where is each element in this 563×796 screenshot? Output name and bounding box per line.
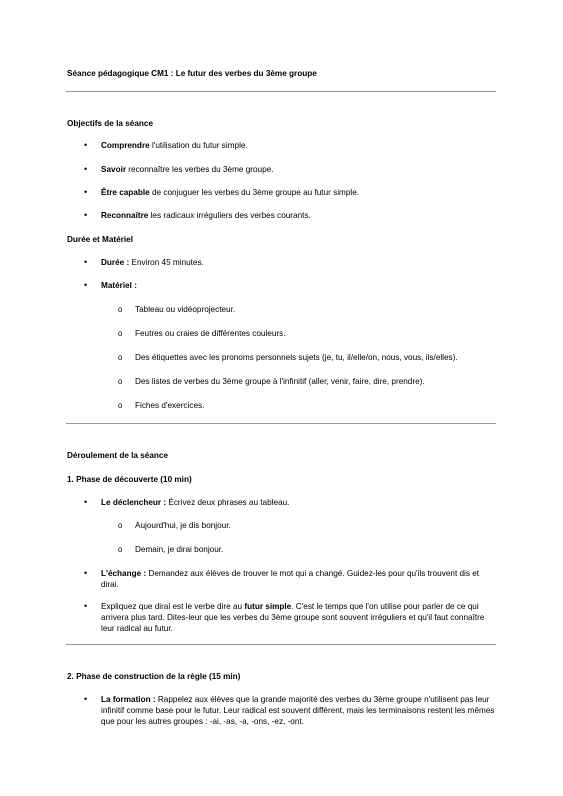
exchange-item: L'échange : Demandez aux élèves de trouver le mot qui a changé. Guidez-les pour qu'ils trouvent dis et dirai. — [101, 569, 480, 589]
objective-item: Reconnaître les radicaux irréguliers des verbes courants. — [101, 211, 311, 220]
circle-bullet-icon: o — [118, 377, 123, 386]
circle-bullet-icon: o — [118, 353, 123, 362]
circle-bullet-icon: o — [118, 401, 123, 410]
circle-bullet-icon: o — [118, 305, 123, 314]
objectives-heading: Objectifs de la séance — [67, 119, 154, 128]
objective-item: Être capable de conjuguer les verbes du 3ème groupe au futur simple. — [101, 188, 360, 197]
circle-bullet-icon: o — [118, 521, 123, 530]
material-subitem: Feutres ou craies de différentes couleurs. — [135, 329, 286, 338]
bullet-icon: • — [84, 497, 88, 507]
bullet-icon: • — [84, 257, 88, 267]
explain-item: Expliquez que dirai est le verbe dire au futur simple. C'est le temps que l'on utilise pour parler de ce qui arrivera plus tard. Dites-leur que les verbes du 3ème groupe sont souvent irréguliers et qu'il faut connaître leur radical au futur. — [101, 602, 485, 633]
divider — [66, 91, 496, 92]
material-subitem: Fiches d'exercices. — [135, 401, 205, 410]
material-item: Matériel : — [101, 281, 137, 290]
divider — [66, 644, 496, 645]
material-subitem: Tableau ou vidéoprojecteur. — [135, 305, 236, 314]
divider — [66, 423, 496, 424]
bullet-icon: • — [84, 601, 88, 611]
bullet-icon: • — [84, 568, 88, 578]
bullet-icon: • — [84, 280, 88, 290]
circle-bullet-icon: o — [118, 329, 123, 338]
material-subitem: Des listes de verbes du 3ème groupe à l'infinitif (aller, venir, faire, dire, prendre). — [135, 377, 425, 386]
duration-material-heading: Durée et Matériel — [67, 235, 133, 244]
formation-item: La formation : Rappelez aux élèves que la grande majorité des verbes du 3ème groupe n'utilisent pas leur infinitif comme base pour le futur. Leur radical est souvent différent, mais les terminaisons restent les mêmes que pour les autres groupes : -ai, -as, -a, -ons, -ez, -ont. — [101, 695, 495, 726]
bullet-icon: • — [84, 164, 88, 174]
objective-item: Savoir reconnaître les verbes du 3ème groupe. — [101, 165, 274, 174]
trigger-item: Le déclencheur : Écrivez deux phrases au tableau. — [101, 498, 290, 507]
bullet-icon: • — [84, 210, 88, 220]
bullet-icon: • — [84, 694, 88, 704]
circle-bullet-icon: o — [118, 545, 123, 554]
deroulement-heading: Déroulement de la séance — [67, 451, 169, 460]
example-sentence: Aujourd'hui, je dis bonjour. — [135, 521, 231, 530]
duration-item: Durée : Environ 45 minutes. — [101, 258, 204, 267]
objective-item: Comprendre l'utilisation du futur simple. — [101, 141, 248, 150]
bullet-icon: • — [84, 187, 88, 197]
bullet-icon: • — [84, 140, 88, 150]
document-title: Séance pédagogique CM1 : Le futur des verbes du 3ème groupe — [67, 69, 317, 78]
material-subitem: Des étiquettes avec les pronoms personnels sujets (je, tu, il/elle/on, nous, vous, ils/elles). — [135, 353, 458, 362]
phase1-heading: 1. Phase de découverte (10 min) — [67, 475, 192, 484]
example-sentence: Demain, je dirai bonjour. — [135, 545, 224, 554]
phase2-heading: 2. Phase de construction de la règle (15 min) — [67, 672, 241, 681]
